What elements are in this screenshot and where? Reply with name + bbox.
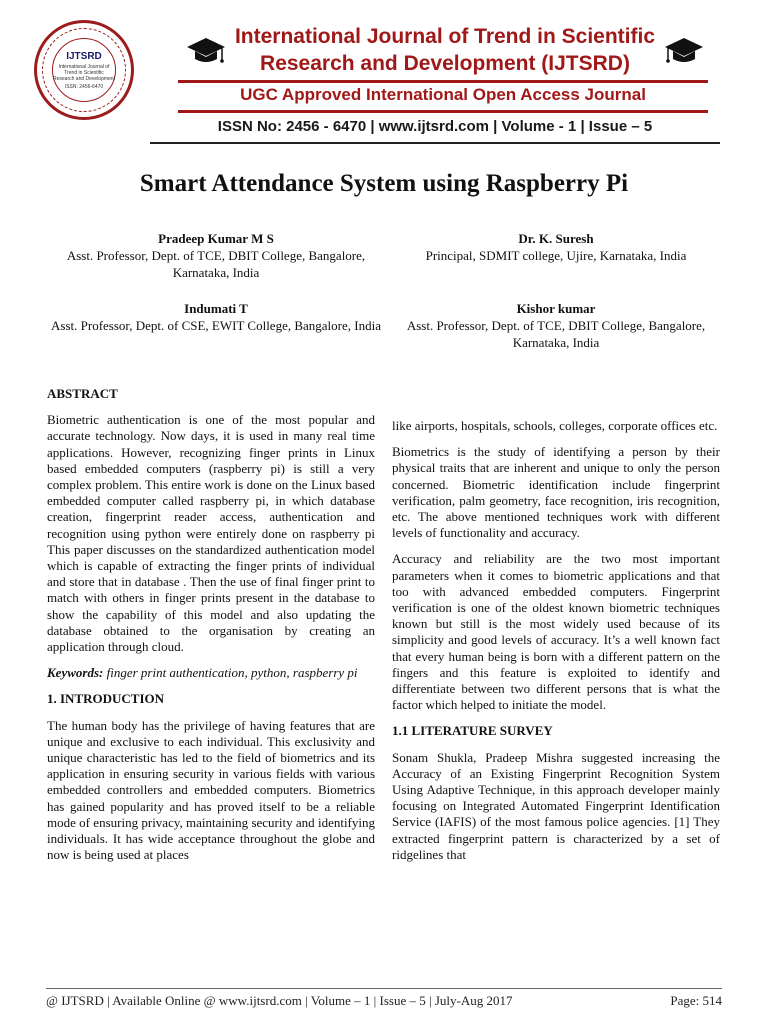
paragraph: Biometrics is the study of identifying a person by their physical traits that are inherent and unique to only the person concerned. Biometric identification include fingerprint verification, palm geometry, face recognition, iris recognition, etc. The above mentioned techniques work with different levels of functionality and accuracy. xyxy=(392,444,720,541)
paragraph: like airports, hospitals, schools, colleges, corporate offices etc. xyxy=(392,418,718,433)
journal-header xyxy=(0,0,768,148)
header-divider xyxy=(178,110,708,113)
footer-divider xyxy=(46,988,722,989)
paper-title: Smart Attendance System using Raspberry Pi xyxy=(139,170,629,197)
journal-logo xyxy=(34,20,134,120)
journal-title-line2: Research and Development (IJTSRD) xyxy=(260,52,630,75)
abstract-heading: ABSTRACT xyxy=(47,386,118,401)
paragraph: Sonam Shukla, Pradeep Mishra suggested increasing the Accuracy of an Existing Fingerprint Recognition System Using Adaptive Technique, in this approach developer mainly focusing on Integrated Automated Fingerprint Identification Service (IAFIS) of the most famous police agencies. [1] They extracted fingerprint pattern is characterized by a set of ridgelines that xyxy=(392,749,720,862)
literature-survey-heading: 1.1 LITERATURE SURVEY xyxy=(392,723,553,739)
keywords-text: finger print authentication, python, raspberry pi xyxy=(103,665,358,681)
abstract-text: Biometric authentication is one of the most popular and accurate technology. Now days, it is used in many real time applications. However, recognizing finger prints in Linux based embedded computers (raspberry pi) is still a very complex problem. This entire work is done on the Linux based embedded computer called raspberry pi, in which database creation, fingerprint reader access, authentication and recognition using python were entirely done on raspberry pi This paper discusses on the standardized authentication model which is capable of extracting the finger prints of individual and store that in database . Then the use of final finger print to match with others in finger prints present in the database to show the capability of this model and also updating the database obtained to the organisation by creating an application through cloud. xyxy=(47,412,375,655)
issn-line: ISSN No: 2456 - 6470 | www.ijtsrd.com | Volume - 1 | Issue – 5 xyxy=(217,118,653,135)
intro-text: The human body has the privilege of having features that are unique and exclusive to each individual. This exclusivity and unique characteristic has led to the field of biometrics and its application in ensuring security in various fields with various embedded controllers and embedded computers. Biometrics has gained popularity and has proved itself to be a reliable mode of ensuring privacy, maintaining security and identifying individuals. It has wide acceptance throughout the globe and now is being used at places xyxy=(47,717,375,863)
ugc-approval: UGC Approved International Open Access Journal xyxy=(240,85,646,104)
author-block xyxy=(386,300,726,351)
journal-title-line1: International Journal of Trend in Scientific xyxy=(234,25,656,48)
author-affiliation: Principal, SDMIT college, Ujire, Karnataka, India xyxy=(425,248,687,263)
page-footer xyxy=(46,993,722,1009)
footer-info: @ IJTSRD | Available Online @ www.ijtsrd.com | Volume – 1 | Issue – 5 | July-Aug 2017 xyxy=(46,993,513,1008)
author-block xyxy=(46,230,386,281)
author-affiliation: Asst. Professor, Dept. of TCE, DBIT College, Bangalore, Karnataka, India xyxy=(66,248,366,280)
author-block xyxy=(386,230,726,264)
paragraph: Accuracy and reliability are the two most important parameters when it comes to biometric applications and that too with advanced embedded computers. Fingerprint verification is one of the oldest known biometric techniques known but still is the most widely used because of its simplicity and good levels of accuracy. It’s a well known fact that every human being is born with a different pattern on the fingers and this feature is exploited to identify and differentiate between two different persons that is what the factor which helped to initiate the model. xyxy=(392,551,720,713)
keywords xyxy=(47,665,375,681)
author-affiliation: Asst. Professor, Dept. of TCE, DBIT College, Bangalore, Karnataka, India xyxy=(406,318,706,350)
header-divider xyxy=(178,80,708,83)
header-divider xyxy=(150,142,720,144)
logo-ring xyxy=(42,28,126,112)
left-column xyxy=(47,386,375,873)
keywords-label: Keywords: xyxy=(47,665,104,681)
author-name: Dr. K. Suresh xyxy=(518,231,594,246)
author-name: Pradeep Kumar M S xyxy=(158,231,274,246)
author-name: Kishor kumar xyxy=(516,301,596,316)
intro-heading: 1. INTRODUCTION xyxy=(47,691,165,707)
author-affiliation: Asst. Professor, Dept. of CSE, EWIT College, Bangalore, India xyxy=(51,318,381,333)
logo-issn: ISSN: 2456-6470 xyxy=(64,83,104,90)
graduation-cap-icon xyxy=(664,36,704,68)
author-block xyxy=(46,300,386,334)
author-name: Indumati T xyxy=(184,301,248,316)
page-number: Page: 514 xyxy=(670,993,722,1008)
logo-subtitle: International Journal of Trend in Scientific Research and Development xyxy=(53,63,115,82)
right-column xyxy=(392,418,720,873)
logo-text: IJTSRD xyxy=(66,50,102,62)
